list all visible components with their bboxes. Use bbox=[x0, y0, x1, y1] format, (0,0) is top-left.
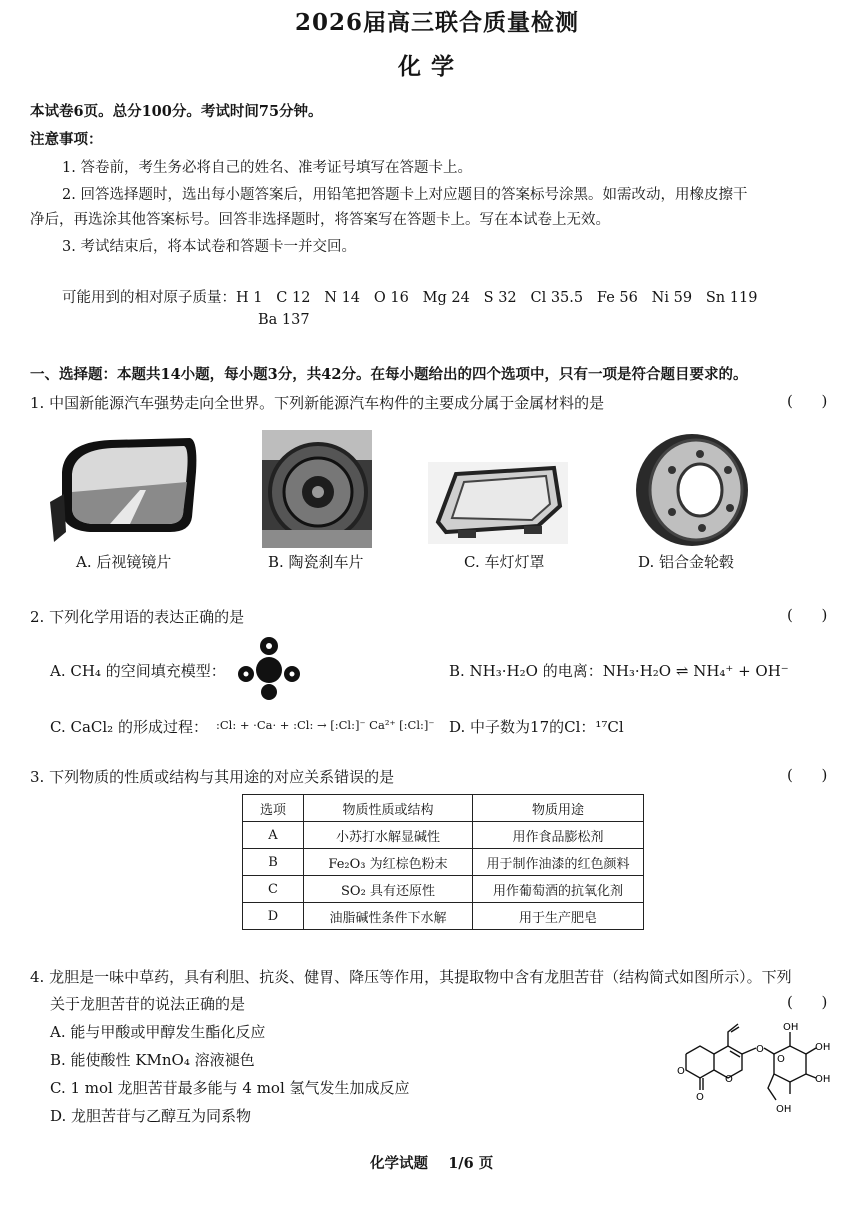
q1-option-d: D. 铝合金轮毂 bbox=[638, 553, 735, 571]
ceramic-brake-image bbox=[262, 430, 372, 548]
q3-table bbox=[242, 794, 644, 930]
structure-oh-label: OH bbox=[815, 1074, 831, 1085]
q4-option-a: A. 能与甲酸或甲醇发生酯化反应 bbox=[50, 1023, 266, 1041]
note-1: 1. 答卷前，考生务必将自己的姓名、准考证号填写在答题卡上。 bbox=[62, 160, 472, 176]
table-cell: Fe₂O₃ 为红棕色粉末 bbox=[304, 849, 473, 876]
q4-option-d: D. 龙胆苦苷与乙醇互为同系物 bbox=[50, 1107, 252, 1125]
q2-stem: 2. 下列化学用语的表达正确的是 bbox=[30, 608, 245, 626]
alloy-wheel-image bbox=[632, 430, 752, 548]
q1-option-b: B. 陶瓷刹车片 bbox=[268, 553, 364, 571]
section-heading: 一、选择题：本题共14小题，每小题3分，共42分。在每小题给出的四个选项中，只有一项是符合题目要求的。 bbox=[30, 366, 748, 383]
table-header-cell: 选项 bbox=[243, 795, 304, 822]
table-cell: 油脂碱性条件下水解 bbox=[304, 903, 473, 930]
structure-oh-label: OH bbox=[815, 1042, 831, 1053]
page-footer: 化学试题 1/6 页 bbox=[370, 1155, 494, 1172]
q2-option-b: B. NH₃·H₂O 的电离：NH₃·H₂O ⇌ NH₄⁺ + OH⁻ bbox=[449, 662, 789, 680]
table-row bbox=[243, 822, 644, 849]
q2-option-a: A. CH₄ 的空间填充模型： bbox=[50, 662, 226, 680]
structure-oh-label: OH bbox=[783, 1022, 799, 1033]
subject-title: 化 学 bbox=[398, 53, 456, 80]
q4-answer-paren: ( ) bbox=[787, 993, 828, 1011]
q1-option-a: A. 后视镜镜片 bbox=[76, 553, 172, 571]
q2-option-c: C. CaCl₂ 的形成过程： bbox=[50, 718, 208, 736]
q2-answer-paren: ( ) bbox=[787, 606, 828, 624]
ch4-space-filling-model bbox=[238, 634, 300, 704]
q4-option-c: C. 1 mol 龙胆苦苷最多能与 4 mol 氢气发生加成反应 bbox=[50, 1079, 410, 1097]
q3-stem: 3. 下列物质的性质或结构与其用途的对应关系错误的是 bbox=[30, 768, 395, 786]
notice-title: 注意事项： bbox=[30, 131, 103, 148]
structure-atom-label: O bbox=[696, 1092, 704, 1103]
structure-atom-label: O bbox=[677, 1066, 685, 1077]
note-2: 2. 回答选择题时，选出每小题答案后，用铅笔把答题卡上对应题目的答案标号涂黑。如需改动，用橡皮擦干 bbox=[62, 187, 748, 203]
note-2-cont: 净后，再选涂其他答案标号。回答非选择题时，将答案写在答题卡上。写在本试卷上无效。 bbox=[30, 212, 610, 228]
structure-atom-label: O bbox=[725, 1074, 733, 1085]
structure-atom-label: O bbox=[756, 1044, 764, 1055]
table-row bbox=[243, 876, 644, 903]
table-cell: 小苏打水解显碱性 bbox=[304, 822, 473, 849]
atomic-masses-2: Ba 137 bbox=[258, 312, 310, 328]
table-header-row bbox=[243, 795, 644, 822]
table-row bbox=[243, 849, 644, 876]
exam-title: 2026届高三联合质量检测 bbox=[295, 9, 580, 36]
table-cell: B bbox=[243, 849, 304, 876]
table-header-cell: 物质用途 bbox=[473, 795, 644, 822]
q1-answer-paren: ( ) bbox=[787, 392, 828, 410]
note-3: 3. 考试结束后，将本试卷和答题卡一并交回。 bbox=[62, 239, 356, 255]
table-cell: SO₂ 具有还原性 bbox=[304, 876, 473, 903]
exam-info: 本试卷6页。总分100分。考试时间75分钟。 bbox=[30, 103, 323, 120]
q2-option-d: D. 中子数为17的Cl：¹⁷Cl bbox=[449, 718, 624, 736]
q4-option-b: B. 能使酸性 KMnO₄ 溶液褪色 bbox=[50, 1051, 255, 1069]
structure-oh-label: OH bbox=[776, 1104, 792, 1115]
atomic-masses: 可能用到的相对原子质量：H 1 C 12 N 14 O 16 Mg 24 S 32 Cl 35.5 Fe 56 Ni 59 Sn 119 bbox=[62, 290, 758, 306]
table-cell: D bbox=[243, 903, 304, 930]
table-cell: 用于生产肥皂 bbox=[473, 903, 644, 930]
table-cell: 用于制作油漆的红色颜料 bbox=[473, 849, 644, 876]
table-cell: A bbox=[243, 822, 304, 849]
table-header-cell: 物质性质或结构 bbox=[304, 795, 473, 822]
q1-option-c: C. 车灯灯罩 bbox=[464, 553, 545, 571]
gentiopicroside-structure bbox=[676, 1018, 836, 1118]
headlight-cover-image bbox=[428, 462, 568, 544]
q1-stem: 1. 中国新能源汽车强势走向全世界。下列新能源汽车构件的主要成分属于金属材料的是 bbox=[30, 394, 605, 412]
q3-answer-paren: ( ) bbox=[787, 766, 828, 784]
table-cell: 用作葡萄酒的抗氧化剂 bbox=[473, 876, 644, 903]
q2-option-c-formula: :Cl: + ·Ca· + :Cl: → [:Cl:]⁻ Ca²⁺ [:Cl:]⁻ bbox=[216, 718, 435, 732]
rearview-mirror-image bbox=[50, 432, 200, 547]
table-row bbox=[243, 903, 644, 930]
q4-stem-1: 4. 龙胆是一味中草药，具有利胆、抗炎、健胃、降压等作用，其提取物中含有龙胆苦苷（结构简式如图所示）。下列 bbox=[30, 968, 792, 986]
table-cell: 用作食品膨松剂 bbox=[473, 822, 644, 849]
q4-stem-2: 关于龙胆苦苷的说法正确的是 bbox=[50, 995, 246, 1013]
table-cell: C bbox=[243, 876, 304, 903]
structure-atom-label: O bbox=[777, 1054, 785, 1065]
